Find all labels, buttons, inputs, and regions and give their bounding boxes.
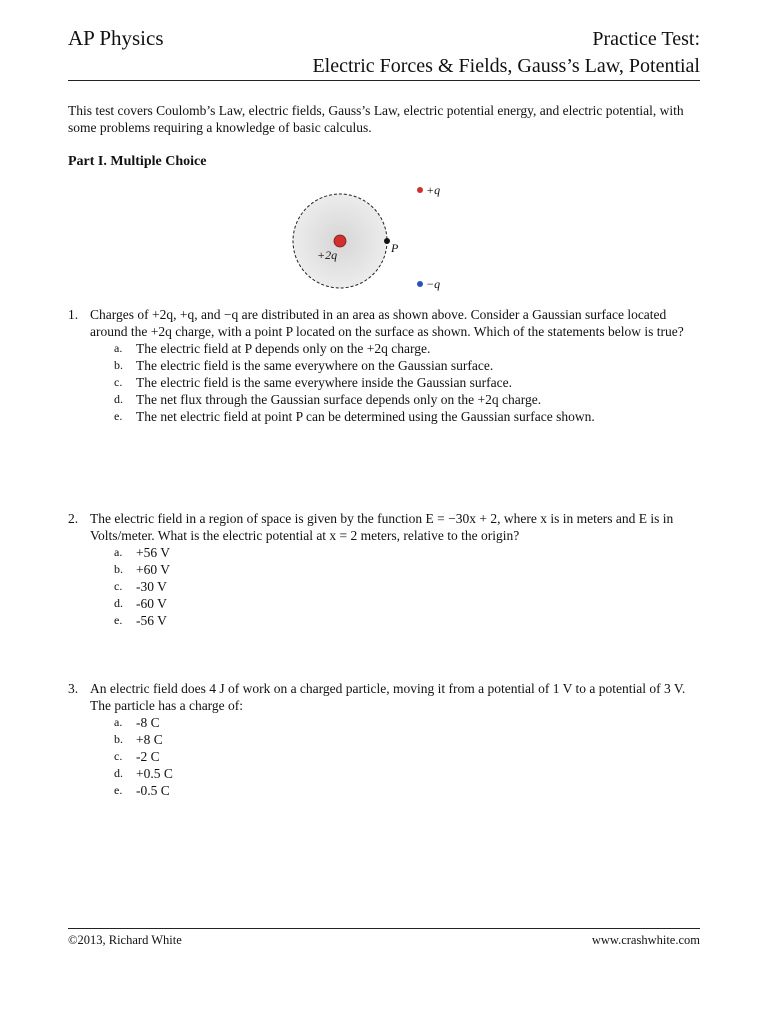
charge-plus-q: [417, 187, 423, 193]
part-title: Part I. Multiple Choice: [68, 154, 207, 169]
course-title: AP Physics: [68, 26, 164, 50]
choice-letter: e.: [114, 613, 123, 627]
choice-letter: b.: [114, 562, 123, 576]
question-number: 2.: [68, 511, 79, 526]
choice-item: [114, 782, 700, 799]
choice-item: [114, 561, 700, 578]
choice-text: -2 C: [136, 749, 160, 764]
choice-letter: d.: [114, 766, 123, 780]
choice-item: [114, 357, 700, 374]
choice-text: The electric field at P depends only on the +2q charge.: [136, 341, 431, 356]
choice-letter: e.: [114, 783, 123, 797]
question-text: An electric field does 4 J of work on a charged particle, moving it from a potential of 1 V to a potential of 3 V. The particle has a charge of:: [90, 681, 686, 713]
choice-text: -60 V: [136, 596, 167, 611]
choice-item: [114, 340, 700, 357]
choice-item: [114, 408, 700, 425]
choice-item: [114, 595, 700, 612]
choice-text: +60 V: [136, 562, 170, 577]
choice-list: [114, 544, 700, 629]
intro-paragraph: This test covers Coulomb’s Law, electric fields, Gauss’s Law, electric potential energy, and electric potential, with some problems requiring a knowledge of basic calculus.: [68, 103, 684, 135]
choice-item: [114, 765, 700, 782]
choice-item: [114, 731, 700, 748]
choice-letter: a.: [114, 341, 123, 355]
choice-letter: b.: [114, 732, 123, 746]
choice-list: [114, 714, 700, 799]
choice-item: [114, 612, 700, 629]
question-text: Charges of +2q, +q, and −q are distributed in an area as shown above. Consider a Gaussian surface located around the +2q charge, with a point P located on the surface as shown. Which of the statements below is true?: [90, 307, 684, 339]
label-plus-2q: +2q: [317, 248, 338, 262]
choice-letter: c.: [114, 375, 123, 389]
choice-letter: c.: [114, 579, 123, 593]
test-title: [312, 26, 700, 80]
choice-item: [114, 714, 700, 731]
choice-text: -30 V: [136, 579, 167, 594]
point-p: [384, 238, 390, 244]
choice-text: -56 V: [136, 613, 167, 628]
choice-letter: d.: [114, 392, 123, 406]
choice-text: +56 V: [136, 545, 170, 560]
choice-text: +0.5 C: [136, 766, 173, 781]
choice-item: [114, 544, 700, 561]
label-minus-q: −q: [426, 277, 441, 291]
charge-plus-2q: [334, 235, 346, 247]
question-1: [68, 306, 700, 425]
question-number: 3.: [68, 681, 79, 696]
choice-letter: a.: [114, 545, 123, 559]
question-3: [68, 680, 700, 799]
copyright: ©2013, Richard White: [68, 933, 182, 947]
label-plus-q: +q: [426, 183, 441, 197]
test-title-line-2: Electric Forces & Fields, Gauss’s Law, Potential: [312, 55, 700, 77]
question-text: The electric field in a region of space is given by the function E = −30x + 2, where x is in meters and E is in Volts/meter. What is the electric potential at x = 2 meters, relative to the origin?: [90, 511, 674, 543]
page-footer: [68, 928, 700, 947]
choice-letter: e.: [114, 409, 123, 423]
choice-item: [114, 748, 700, 765]
choice-text: -0.5 C: [136, 783, 170, 798]
label-p: P: [391, 241, 399, 255]
choice-letter: a.: [114, 715, 123, 729]
choice-letter: c.: [114, 749, 123, 763]
gaussian-surface-figure: [280, 176, 460, 296]
choice-item: [114, 578, 700, 595]
choice-text: +8 C: [136, 732, 163, 747]
choice-item: [114, 374, 700, 391]
test-title-line-1: Practice Test:: [592, 28, 700, 50]
question-2: [68, 510, 700, 629]
choice-text: The net flux through the Gaussian surface depends only on the +2q charge.: [136, 392, 542, 407]
choice-letter: b.: [114, 358, 123, 372]
page-header: [68, 26, 700, 81]
choice-text: The electric field is the same everywhere inside the Gaussian surface.: [136, 375, 512, 390]
choice-text: -8 C: [136, 715, 160, 730]
choice-text: The net electric field at point P can be determined using the Gaussian surface shown.: [136, 409, 595, 424]
charge-minus-q: [417, 281, 423, 287]
question-number: 1.: [68, 307, 79, 322]
choice-text: The electric field is the same everywhere on the Gaussian surface.: [136, 358, 494, 373]
choice-item: [114, 391, 700, 408]
choice-letter: d.: [114, 596, 123, 610]
website-link[interactable]: www.crashwhite.com: [591, 933, 700, 947]
choice-list: [114, 340, 700, 425]
